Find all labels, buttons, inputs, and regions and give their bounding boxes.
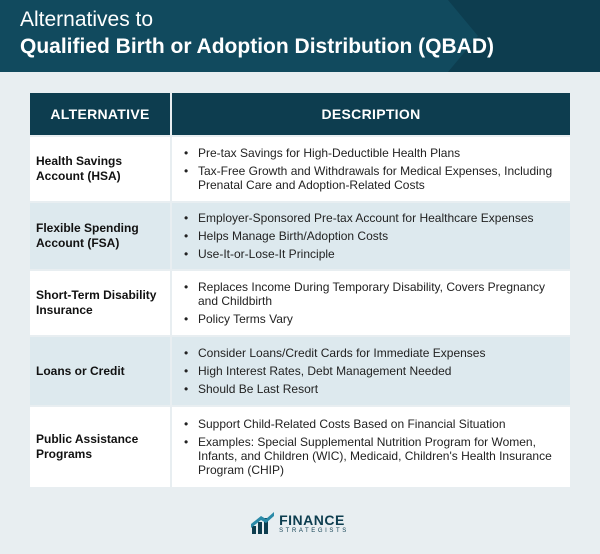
bullet-dot-icon: • [184, 164, 189, 178]
description-cell [172, 137, 570, 201]
bullet-item: • Examples: Special Supplemental Nutrition Program for Women, Infants, and Children (WIC), Medicaid, Children's Health Insurance Program (CHIP) [184, 435, 552, 477]
bullet-dot-icon: • [184, 211, 189, 225]
bullet-dot-icon: • [184, 417, 189, 431]
finance-strategists-logo-icon [251, 512, 275, 534]
column-header-alternative: ALTERNATIVE [30, 93, 170, 135]
bullet-item: • Tax-Free Growth and Withdrawals for Medical Expenses, Including Prenatal Care and Adoption-Related Costs [184, 164, 553, 192]
bullet-item: • Employer-Sponsored Pre-tax Account for Healthcare Expenses [184, 211, 534, 225]
logo-sub-text: STRATEGISTS [279, 527, 349, 534]
description-cell [172, 407, 570, 487]
alternative-name: Public Assistance Programs [30, 407, 170, 487]
bullet-dot-icon: • [184, 146, 189, 160]
description-cell [172, 203, 570, 269]
bullet-item: • Support Child-Related Costs Based on Financial Situation [184, 417, 506, 431]
bullet-dot-icon: • [184, 229, 189, 243]
bullet-dot-icon: • [184, 280, 189, 294]
bullet-item: • Helps Manage Birth/Adoption Costs [184, 229, 389, 243]
page-title-line2: Qualified Birth or Adoption Distribution (QBAD) [20, 35, 494, 58]
bullet-item: • High Interest Rates, Debt Management Needed [184, 364, 452, 378]
alternative-name: Health Savings Account (HSA) [30, 137, 170, 201]
bullet-dot-icon: • [184, 312, 189, 326]
alternatives-table [30, 93, 570, 487]
column-header-description: DESCRIPTION [172, 93, 570, 135]
bullet-dot-icon: • [184, 247, 189, 261]
alternative-name: Loans or Credit [30, 337, 170, 405]
description-cell [172, 271, 570, 335]
table-row [30, 203, 570, 269]
bullet-dot-icon: • [184, 435, 189, 449]
table-row [30, 137, 570, 201]
logo-main-text: FINANCE [279, 511, 345, 528]
logo-text [279, 513, 349, 534]
bullet-item: • Use-It-or-Lose-It Principle [184, 247, 335, 261]
table-row [30, 337, 570, 405]
finance-strategists-logo [0, 508, 600, 538]
bullet-item: • Consider Loans/Credit Cards for Immediate Expenses [184, 346, 486, 360]
alternative-name: Short-Term Disability Insurance [30, 271, 170, 335]
bullet-dot-icon: • [184, 382, 189, 396]
bullet-item: • Pre-tax Savings for High-Deductible Health Plans [184, 146, 461, 160]
bullet-item: • Should Be Last Resort [184, 382, 319, 396]
table-row [30, 407, 570, 487]
alternative-name: Flexible Spending Account (FSA) [30, 203, 170, 269]
bullet-item: • Replaces Income During Temporary Disability, Covers Pregnancy and Childbirth [184, 280, 546, 308]
page-title-line1: Alternatives to [20, 8, 154, 31]
bullet-dot-icon: • [184, 364, 189, 378]
bullet-item: • Policy Terms Vary [184, 312, 293, 326]
bullet-dot-icon: • [184, 346, 189, 360]
table-header [30, 93, 570, 135]
description-cell [172, 337, 570, 405]
table-row [30, 271, 570, 335]
